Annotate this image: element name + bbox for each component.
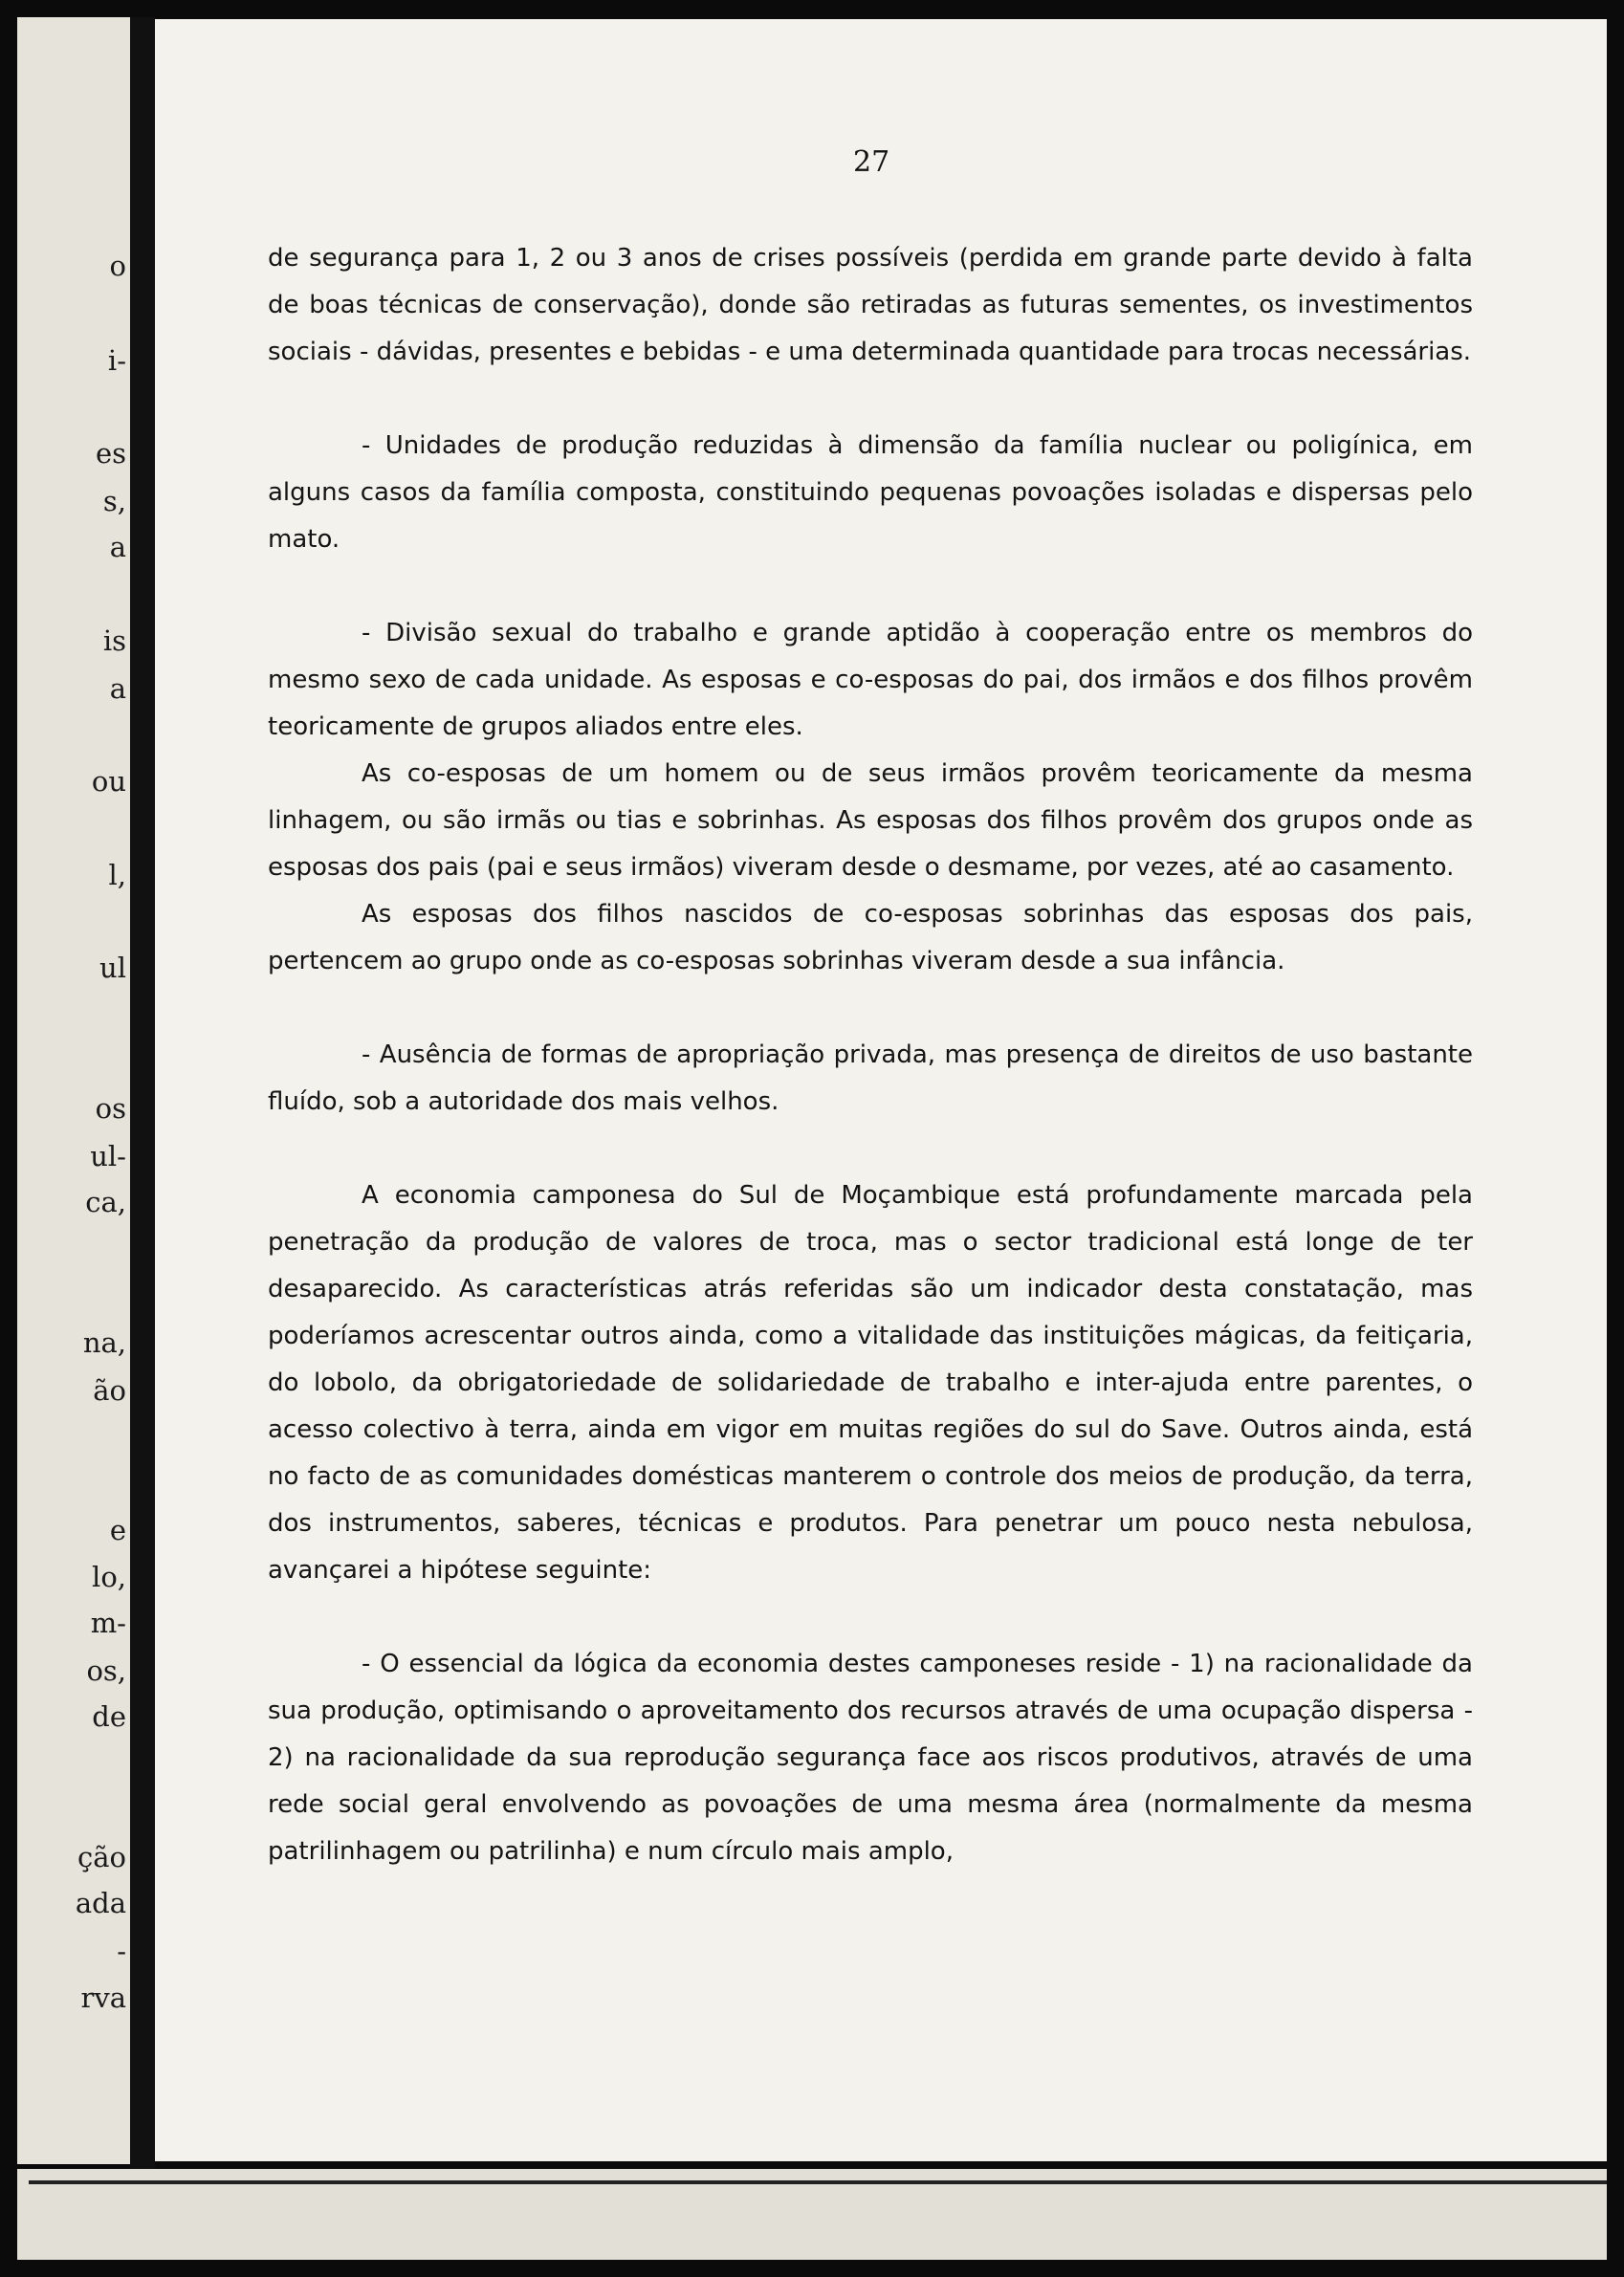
- margin-fragment: s,: [102, 485, 126, 517]
- margin-fragment: rva: [80, 1981, 126, 2014]
- page-number: 27: [853, 145, 890, 179]
- margin-fragment: ão: [93, 1374, 126, 1407]
- previous-page-edge: [17, 17, 130, 2164]
- paragraph-hypothesis: - O essencial da lógica da economia destes camponeses reside - 1) na racionalidade da sua produção, optimisando o aproveitamento dos recursos através de uma ocupação dispersa - 2) na racionalidade da sua reprodução segurança face aos riscos produtivos, através de uma rede social geral envolvendo as povoações de uma mesma área (normalmente da mesma patrilinhagem ou patrilinha) e num círculo mais amplo,: [268, 1650, 1473, 1866]
- margin-fragment: a: [109, 672, 126, 705]
- margin-fragment: is: [102, 624, 126, 657]
- margin-fragment: ul: [99, 952, 126, 984]
- margin-fragment: ul-: [90, 1140, 126, 1172]
- book-spine-shadow: [130, 17, 155, 2217]
- margin-fragment: o: [109, 250, 126, 282]
- margin-fragment: m-: [90, 1607, 126, 1639]
- margin-fragment: de: [92, 1700, 126, 1733]
- paragraph-production-units: - Unidades de produção reduzidas à dimensão da família nuclear ou poligínica, em alguns casos da família composta, constituindo pequenas povoações isoladas e dispersas pelo mato.: [268, 431, 1473, 554]
- margin-fragment: na,: [82, 1326, 126, 1359]
- margin-fragment: i-: [107, 344, 126, 377]
- margin-fragment: l,: [108, 859, 126, 891]
- paragraph-sons-wives: As esposas dos filhos nascidos de co-esposas sobrinhas das esposas dos pais, pertencem ao grupo onde as co-esposas sobrinhas viveram desde a sua infância.: [268, 900, 1473, 975]
- margin-fragment: lo,: [92, 1561, 126, 1593]
- margin-fragment: e: [109, 1514, 126, 1546]
- margin-fragment: os: [95, 1092, 126, 1125]
- margin-fragment: ca,: [85, 1186, 126, 1218]
- page-bottom-rule: [29, 2180, 1607, 2184]
- document-page: [155, 19, 1607, 2161]
- paragraph-appropriation: - Ausência de formas de apropriação privada, mas presença de direitos de uso bastante fluído, sob a autoridade dos mais velhos.: [268, 1040, 1473, 1116]
- margin-fragment: a: [109, 531, 126, 563]
- paragraph-sexual-division: - Divisão sexual do trabalho e grande aptidão à cooperação entre os membros do mesmo sexo de cada unidade. As esposas e co-esposas do pai, dos irmãos e dos filhos provêm teoricamente de grupos aliados entre eles.: [268, 619, 1473, 741]
- margin-fragment: -: [117, 1935, 126, 1967]
- margin-fragment: es: [95, 437, 126, 470]
- paragraph-peasant-economy: A economia camponesa do Sul de Moçambique está profundamente marcada pela penetração da produção de valores de troca, mas o sector tradicional está longe de ter desaparecido. As características atrás referidas são um indicador desta constatação, mas poderíamos acrescentar outros ainda, como a vitalidade das instituições mágicas, da feitiçaria, do lobolo, da obrigatoriedade de solidariedade de trabalho e inter-ajuda entre parentes, o acesso colectivo à terra, ainda em vigor em muitas regiões do sul do Save. Outros ainda, está no facto de as comunidades domésticas manterem o controle dos meios de produção, da terra, dos instrumentos, saberes, técnicas e produtos. Para penetrar um pouco nesta nebulosa, avançarei a hipótese seguinte:: [268, 1181, 1473, 1585]
- margin-fragment: ou: [91, 765, 126, 798]
- margin-fragment: os,: [86, 1654, 126, 1687]
- body-text: [268, 235, 1473, 1875]
- margin-fragment: ada: [75, 1887, 126, 1919]
- margin-fragment: ção: [77, 1841, 126, 1873]
- paragraph-continuation: de segurança para 1, 2 ou 3 anos de crises possíveis (perdida em grande parte devido à falta de boas técnicas de conservação), donde são retiradas as futuras sementes, os investimentos sociais - dávidas, presentes e bebidas - e uma determinada quantidade para trocas necessárias.: [268, 244, 1473, 366]
- paragraph-co-wives: As co-esposas de um homem ou de seus irmãos provêm teoricamente da mesma linhagem, ou são irmãs ou tias e sobrinhas. As esposas dos filhos provêm dos grupos onde as esposas dos pais (pai e seus irmãos) viveram desde o desmame, por vezes, até ao casamento.: [268, 759, 1473, 882]
